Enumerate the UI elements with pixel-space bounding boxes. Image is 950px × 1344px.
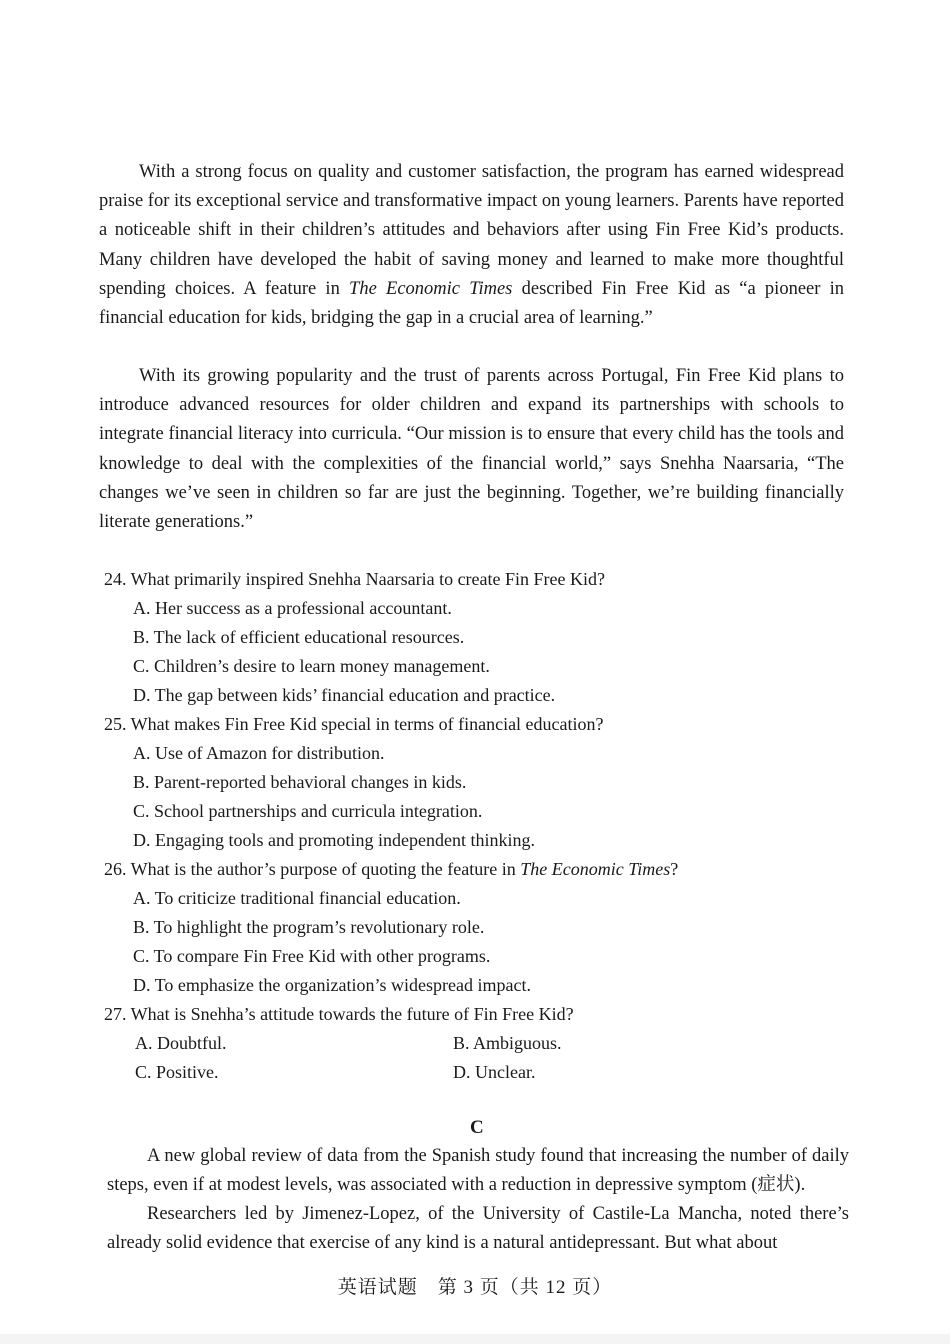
passage-paragraph (99, 158, 844, 333)
scan-edge (0, 1334, 950, 1344)
publication-title: The Economic Times (520, 859, 671, 879)
answer-option: B. To highlight the program’s revolutionary role. (133, 917, 485, 937)
passage-paragraph (107, 1142, 849, 1200)
answer-option: C. School partnerships and curricula integration. (133, 801, 483, 821)
question-stem: 24. What primarily inspired Snehha Naarsaria to create Fin Free Kid? (104, 569, 606, 589)
answer-option: D. The gap between kids’ financial education and practice. (133, 685, 556, 705)
section-heading: C (470, 1117, 484, 1138)
answer-option: A. To criticize traditional financial education. (133, 888, 461, 908)
answer-option: A. Use of Amazon for distribution. (133, 743, 385, 763)
paragraph-text: Researchers led by Jimenez-Lopez, of the University of Castile-La Mancha, noted there’s already solid evidence that exercise of any kind is a natural antidepressant. But what about (107, 1204, 849, 1254)
question-text: ? (670, 859, 679, 879)
answer-option: C. Children’s desire to learn money management. (133, 656, 490, 676)
answer-option: D. To emphasize the organization’s widespread impact. (133, 975, 531, 995)
answer-option: A. Her success as a professional accountant. (133, 598, 452, 618)
answer-option: B. The lack of efficient educational resources. (133, 627, 465, 647)
answer-option: D. Unclear. (453, 1062, 536, 1082)
answer-option: B. Ambiguous. (453, 1033, 562, 1053)
question-stem (104, 858, 678, 880)
answer-option: A. Doubtful. (135, 1033, 227, 1053)
paragraph-text: described Fin Free Kid as “a pioneer in financial education for kids, bridging the gap in a crucial area of learning.” (99, 278, 845, 329)
question-text: 26. What is the author’s purpose of quoting the feature in (104, 859, 521, 879)
answer-option: C. Positive. (135, 1062, 219, 1082)
question-stem: 25. What makes Fin Free Kid special in terms of financial education? (104, 714, 604, 734)
paragraph-text: A new global review of data from the Spanish study found that increasing the number of daily steps, even if at modest levels, was associated with a reduction in depressive symptom (症状). (107, 1146, 849, 1196)
answer-option: C. To compare Fin Free Kid with other programs. (133, 946, 491, 966)
paragraph-text: With its growing popularity and the trust of parents across Portugal, Fin Free Kid plans to introduce advanced resources for older children and expand its partnerships with schools to integrate financial literacy into curricula. “Our mission is to ensure that every child has the tools and knowledge to deal with the complexities of the financial world,” says Snehha Naarsaria, “The changes we’ve seen in children so far are just the beginning. Together, we’re building financially literate generations.” (99, 366, 844, 533)
answer-option: D. Engaging tools and promoting independent thinking. (133, 830, 535, 850)
publication-title: The Economic Times (349, 278, 513, 299)
question-stem: 27. What is Snehha’s attitude towards the future of Fin Free Kid? (104, 1004, 574, 1024)
answer-option: B. Parent-reported behavioral changes in kids. (133, 772, 467, 792)
passage-paragraph (107, 1200, 849, 1258)
paragraph-text: With a strong focus on quality and customer satisfaction, the program has earned widespread praise for its exceptional service and transformative impact on young learners. Parents have reported a noticeable shift in their children’s attitudes and behaviors after using Fin Free Kid’s products. Many children have developed the habit of saving money and learned to make more thoughtful spending choices. A feature in (99, 162, 844, 299)
page-footer: 英语试题 第 3 页（共 12 页） (337, 1277, 613, 1298)
passage-paragraph (99, 362, 844, 537)
